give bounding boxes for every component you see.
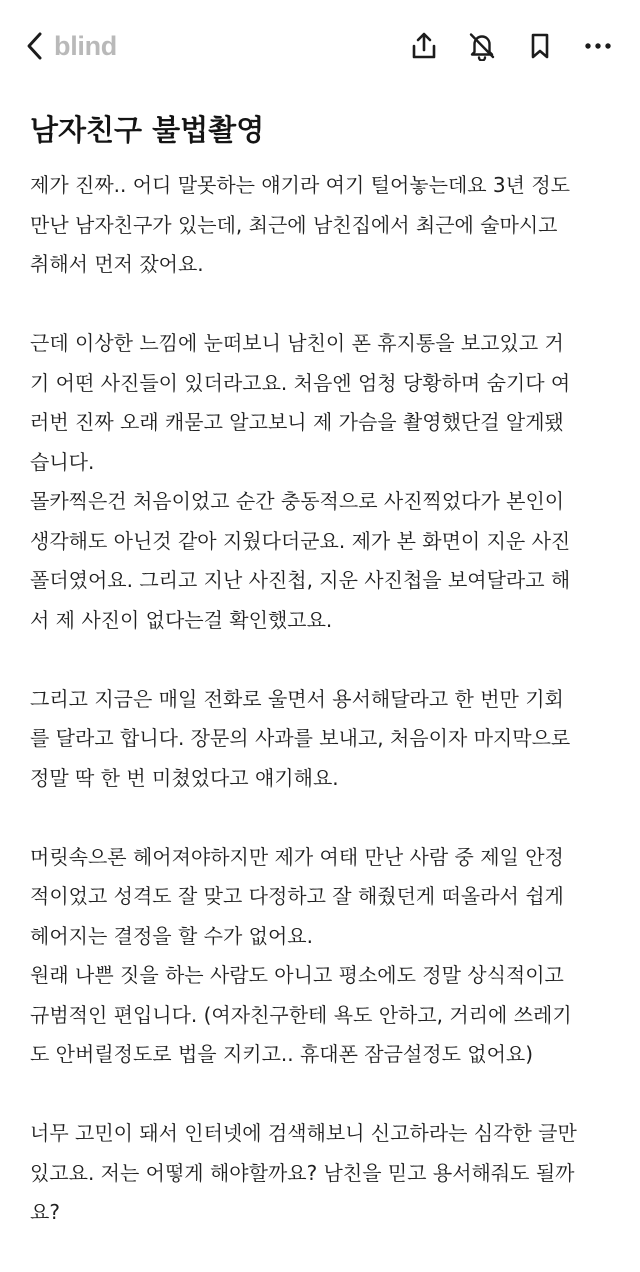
post-line: 만난 남자친구가 있는데, 최근에 남친집에서 최근에 술마시고 bbox=[30, 212, 558, 237]
post-line: 몰카찍은건 처음이었고 순간 충동적으로 사진찍었다가 본인이 bbox=[30, 489, 565, 513]
post-line: 요? bbox=[30, 1200, 60, 1224]
notification-toggle-button[interactable] bbox=[462, 26, 502, 66]
bookmark-icon bbox=[525, 31, 555, 61]
post-line: 폴더였어요. 그리고 지난 사진첩, 지운 사진첩을 보여달라고 해 bbox=[30, 568, 571, 592]
post-line: 서 제 사진이 없다는걸 확인했고요. bbox=[30, 607, 333, 632]
header-actions bbox=[386, 26, 618, 66]
bookmark-button[interactable] bbox=[520, 26, 560, 66]
post-line: 헤어지는 결정을 할 수가 없어요. bbox=[30, 923, 313, 948]
share-button[interactable] bbox=[404, 26, 444, 66]
app-logo: blind bbox=[54, 30, 117, 61]
post-line: 원래 나쁜 짓을 하는 사람도 아니고 평소에도 정말 상식적이고 bbox=[30, 963, 564, 987]
post-line: 취해서 먼저 잤어요. bbox=[30, 252, 204, 276]
post-line: 적이었고 성격도 잘 맞고 다정하고 잘 해줬던게 떠올라서 쉽게 bbox=[30, 884, 564, 908]
post-line: 근데 이상한 느낌에 눈떠보니 남친이 폰 휴지통을 보고있고 거 bbox=[30, 331, 564, 355]
post-paragraph bbox=[30, 838, 616, 1075]
post-line: 도 안버릴정도로 법을 지키고.. 휴대폰 잠금설정도 없어요) bbox=[30, 1042, 534, 1066]
top-bar bbox=[0, 0, 640, 92]
post-line: 기 어떤 사진들이 있더라고요. 처음엔 엄청 당황하며 숨기다 여 bbox=[30, 370, 571, 395]
post-line: 러번 진짜 오래 캐묻고 알고보니 제 가슴을 촬영했단걸 알게됐 bbox=[30, 410, 564, 434]
post-paragraph bbox=[30, 324, 616, 640]
post-line: 머릿속으론 헤어져야하지만 제가 여태 만난 사람 중 제일 안정 bbox=[30, 844, 564, 869]
post-line: 그리고 지금은 매일 전화로 울면서 용서해달라고 한 번만 기회 bbox=[30, 686, 564, 711]
more-horizontal-icon bbox=[583, 31, 613, 61]
post-line: 정말 딱 한 번 미쳤었다고 얘기해요. bbox=[30, 765, 339, 790]
post-line: 있고요. 저는 어떻게 해야할까요? 남친을 믿고 용서해줘도 될까 bbox=[30, 1160, 575, 1185]
post-line: 생각해도 아닌것 같아 지웠다더군요. 제가 본 화면이 지운 사진 bbox=[30, 528, 571, 553]
post-paragraph bbox=[30, 166, 616, 285]
post-line: 습니다. bbox=[30, 449, 95, 474]
chevron-left-icon bbox=[24, 31, 46, 61]
post-paragraph bbox=[30, 1114, 616, 1233]
post-paragraph bbox=[30, 680, 616, 799]
bell-off-icon bbox=[467, 31, 497, 61]
more-options-button[interactable] bbox=[578, 26, 618, 66]
back-button[interactable] bbox=[24, 28, 134, 64]
post-line: 를 달라고 합니다. 장문의 사과를 보내고, 처음이자 마지막으로 bbox=[30, 726, 571, 750]
post-line: 너무 고민이 돼서 인터넷에 검색해보니 신고하라는 심각한 글만 bbox=[30, 1121, 577, 1145]
post-line: 규범적인 편입니다. (여자친구한테 욕도 안하고, 거리에 쓰레기 bbox=[30, 1002, 572, 1027]
post-body bbox=[30, 166, 616, 1272]
post-title: 남자친구 불법촬영 bbox=[30, 113, 265, 147]
share-icon bbox=[409, 31, 439, 61]
post-line: 제가 진짜.. 어디 말못하는 얘기라 여기 털어놓는데요 3년 정도 bbox=[30, 173, 570, 197]
